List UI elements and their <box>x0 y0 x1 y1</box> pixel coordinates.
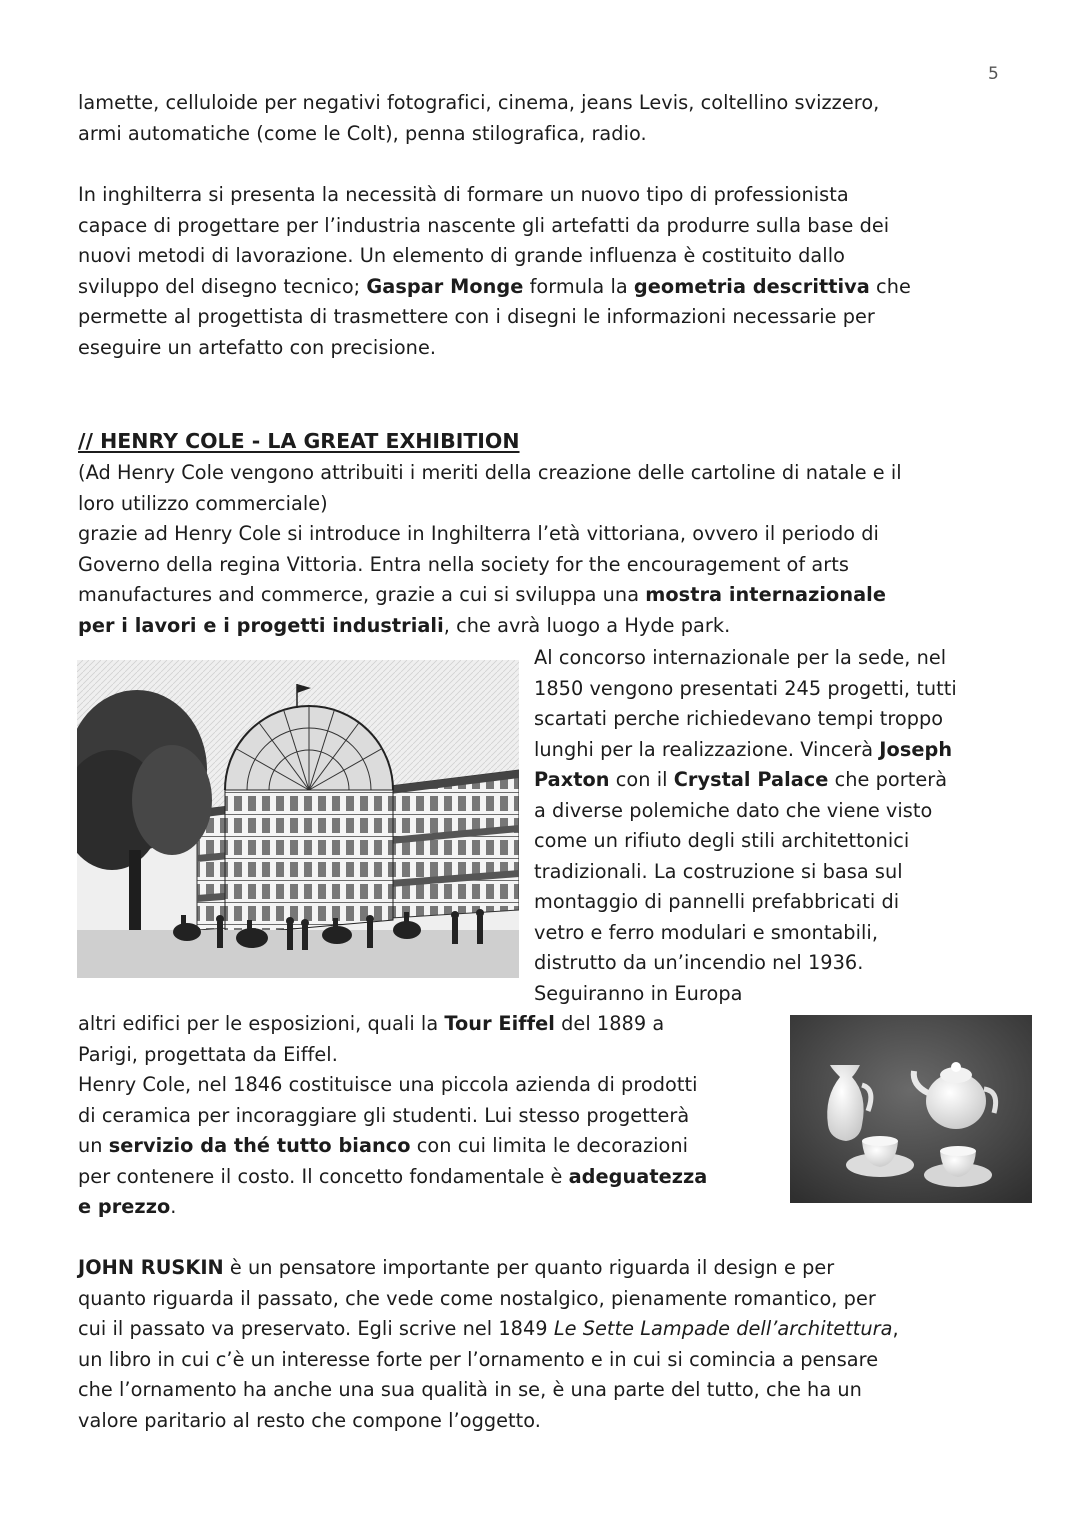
text-line: Paxton con il Crystal Palace che porterà <box>534 768 948 791</box>
text-line: Al concorso internazionale per la sede, nel <box>534 646 947 669</box>
text-line: un servizio da thé tutto bianco con cui limita le decorazioni <box>78 1134 689 1157</box>
text-line: di ceramica per incoraggiare gli studenti. Lui stesso progetterà <box>78 1103 690 1127</box>
intro-paragraph <box>78 88 879 149</box>
mostra-internazionale-term: mostra internazionale <box>645 583 886 606</box>
eiffel-paragraph <box>78 1009 707 1223</box>
text-line: sviluppo del disegno tecnico; Gaspar Monge formula la geometria descrittiva che <box>78 274 911 298</box>
crystal-palace-image <box>77 660 519 978</box>
section-heading: // HENRY COLE - LA GREAT EXHIBITION <box>78 429 520 453</box>
text-line: loro utilizzo commerciale) <box>78 491 328 515</box>
text-line: per i lavori e i progetti industriali, che avrà luogo a Hyde park. <box>78 613 731 637</box>
text-line: Governo della regina Vittoria. Entra nella society for the encouragement of arts <box>78 552 849 576</box>
text-line: come un rifiuto degli stili architettonici <box>534 829 910 852</box>
text-line: tradizionali. La costruzione si basa sul <box>534 859 903 883</box>
servizio-the-term: servizio da thé tutto bianco <box>108 1134 411 1157</box>
text-line: quanto riguarda il passato, che vede come nostalgico, pienamente romantico, per <box>78 1286 876 1310</box>
ruskin-paragraph <box>78 1253 899 1436</box>
book-title: Le Sette Lampade dell’architettura <box>553 1317 893 1340</box>
text-line: armi automatiche (come le Colt), penna stilografica, radio. <box>78 121 647 145</box>
tour-eiffel-term: Tour Eiffel <box>444 1012 555 1035</box>
cole-paragraph <box>78 458 902 641</box>
progetti-industriali-term: per i lavori e i progetti industriali <box>78 613 444 637</box>
monge-paragraph <box>78 180 911 363</box>
text-line: eseguire un artefatto con precisione. <box>78 335 437 359</box>
text-line: distrutto da un’incendio nel 1936. <box>534 951 864 974</box>
john-ruskin-term: JOHN RUSKIN <box>78 1256 224 1279</box>
text-line: 1850 vengono presentati 245 progetti, tutti <box>534 676 957 700</box>
white-tea-set-image <box>790 1015 1032 1203</box>
text-line: nuovi metodi di lavorazione. Un elemento di grande influenza è costituito dallo <box>78 244 845 267</box>
text-line: permette al progettista di trasmettere con i disegni le informazioni necessarie per <box>78 305 875 328</box>
text-line: lunghi per la realizzazione. Vincerà Joseph <box>534 737 953 761</box>
text-line: vetro e ferro modulari e smontabili, <box>534 920 878 944</box>
paxton-term: Paxton <box>534 768 610 791</box>
text-line: Seguiranno in Europa <box>534 981 743 1005</box>
text-line: a diverse polemiche dato che viene visto <box>534 798 933 822</box>
text-line: altri edifici per le esposizioni, quali la Tour Eiffel del 1889 a <box>78 1012 665 1035</box>
adeguatezza-term: adeguatezza <box>568 1164 708 1188</box>
prezzo-term: e prezzo <box>78 1195 171 1218</box>
text-line: Parigi, progettata da Eiffel. <box>78 1042 338 1066</box>
paxton-paragraph <box>534 643 957 1009</box>
text-line: scartati perche richiedevano tempi troppo <box>534 707 944 730</box>
text-line: per contenere il costo. Il concetto fondamentale è adeguatezza <box>78 1164 708 1188</box>
text-line: valore paritario al resto che compone l’oggetto. <box>78 1408 541 1432</box>
text-line: lamette, celluloide per negativi fotografici, cinema, jeans Levis, coltellino svizzero, <box>78 91 880 114</box>
gaspar-monge-term: Gaspar Monge <box>366 274 524 298</box>
text-line: JOHN RUSKIN è un pensatore importante per quanto riguarda il design e per <box>78 1256 835 1279</box>
text-line: Henry Cole, nel 1846 costituisce una piccola azienda di prodotti <box>78 1073 698 1096</box>
text-line: manufactures and commerce, grazie a cui si sviluppa una mostra internazionale <box>78 583 886 606</box>
geometria-descrittiva-term: geometria descrittiva <box>633 274 870 298</box>
text-line: e prezzo. <box>78 1195 177 1218</box>
text-line: capace di progettare per l’industria nascente gli artefatti da produrre sulla base dei <box>78 213 890 237</box>
text-line: (Ad Henry Cole vengono attribuiti i meriti della creazione delle cartoline di natale e il <box>78 461 902 484</box>
page-number: 5 <box>988 64 999 84</box>
text-line: un libro in cui c’è un interesse forte per l’ornamento e in cui si comincia a pensare <box>78 1347 879 1371</box>
joseph-term: Joseph <box>879 737 953 761</box>
text-line: In inghilterra si presenta la necessità di formare un nuovo tipo di professionista <box>78 183 849 206</box>
crystal-palace-term: Crystal Palace <box>673 768 829 791</box>
text-line: grazie ad Henry Cole si introduce in Inghilterra l’età vittoriana, ovvero il periodo di <box>78 522 879 545</box>
text-line: che l’ornamento ha anche una sua qualità in se, è una parte del tutto, che ha un <box>78 1378 862 1401</box>
text-line: montaggio di pannelli prefabbricati di <box>534 890 900 913</box>
text-line: cui il passato va preservato. Egli scrive nel 1849 Le Sette Lampade dell’architettura, <box>78 1317 899 1340</box>
